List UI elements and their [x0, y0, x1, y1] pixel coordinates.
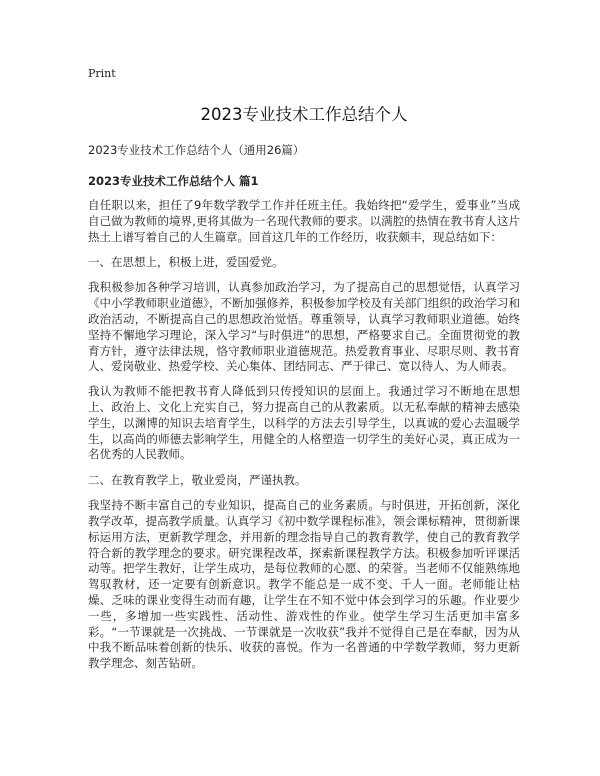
- section-heading: 2023专业技术工作总结个人 篇1: [88, 174, 259, 188]
- body-paragraph: 自任职以来，担任了9年数学教学工作并任班主任。我始终把“爱学生，爱事业”当成自己做为教师的境界,更将其做为一名现代教师的要求。以满腔的热情在教书育人这片热土上谱写着自己的人生篇章。回首这几年的工作经历，收获颇丰，现总结如下：: [88, 198, 520, 244]
- body-paragraph: 我积极参加各种学习培训，认真参加政治学习，为了提高自己的思想觉悟，认真学习《中小学教师职业道德》，不断加强修养，积极参加学校及有关部门组织的政治学习和政治活动，不断提高自己的思想政治觉悟。尊重领导，认真学习教师职业道德。始终坚持不懈地学习理论，深入学习“与时俱进”的思想，严格要求自己。全面贯彻党的教育方针，遵守法律法规，恪守教师职业道德规范。热爱教育事业、尽职尽则、教书育人、爱岗敬业、热爱学校、关心集体、团结同志、严于律己、宽以待人、为人师表。: [88, 280, 520, 374]
- page-title: 2023专业技术工作总结个人: [200, 105, 408, 124]
- subsection-heading: 一、在思想上，积极上进，爱国爱党。: [88, 255, 284, 270]
- subsection-heading: 二、在教育教学上，敬业爱岗，严谨执教。: [88, 473, 307, 488]
- body-paragraph: 我坚持不断丰富自己的专业知识，提高自己的业务素质。与时俱进，开拓创新，深化教学改革，提高教学质量。认真学习《初中数学课程标准》，领会课标精神，贯彻新课标运用方法，更新教学理念，并用新的理念指导自己的教育教学，使自己的教育教学符合新的教学理念的要求。研究课程改革，探索新课程教学方法。积极参加听评课活动等。把学生教好，让学生成功，是每位教师的心愿、的荣誉。当老师不仅能熟练地驾驭教材，还一定要有创新意识。教学不能总是一成不变、千人一面。老师能让枯燥、乏味的课业变得生动而有趣，让学生在不知不觉中体会到学习的乐趣。作业要少一些，多增加一些实践性、活动性、游戏性的作业。使学生学习生活更加丰富多彩。“一节课就是一次挑战、一节课就是一次收获”我并不觉得自己是在奉献，因为从中我不断品味着创新的快乐、收获的喜悦。作为一名普通的中学数学教师，努力更新教学理念、刻苦钻研。: [88, 498, 520, 671]
- document-subtitle: 2023专业技术工作总结个人（通用26篇）: [88, 143, 305, 157]
- print-link[interactable]: Print: [88, 67, 116, 80]
- document-page: [88, 66, 520, 681]
- body-paragraph: 我认为教师不能把教书育人降低到只传授知识的层面上。我通过学习不断地在思想上、政治上、文化上充实自己，努力提高自己的从教素质。以无私奉献的精神去感染学生，以渊博的知识去培育学生，以科学的方法去引导学生，以真诚的爱心去温暖学生，以高尚的师德去影响学生，用健全的人格塑造一切学生的美好心灵，真正成为一名优秀的人民教师。: [88, 384, 520, 462]
